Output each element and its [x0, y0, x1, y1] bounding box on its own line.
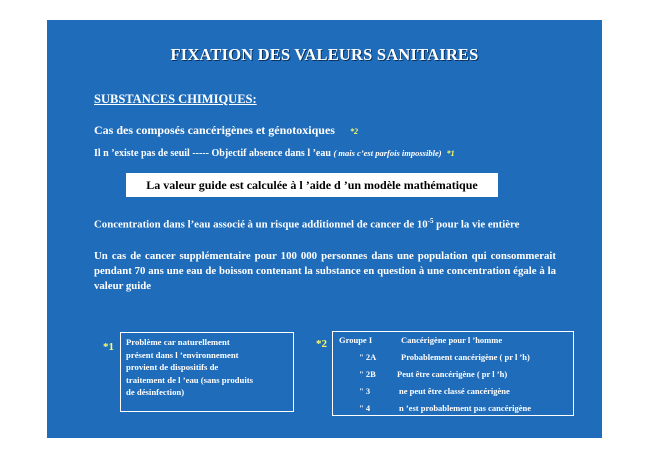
threshold-text: Il n ’existe pas de seuil ----- Objectif absence dans l ’eau: [94, 148, 331, 159]
slide-title: FIXATION DES VALEURS SANITAIRES: [170, 45, 479, 64]
concentration-text: Concentration dans l’eau associé à un risque additionnel de cancer de 10: [94, 218, 428, 231]
group-label: Groupe I: [339, 335, 373, 345]
model-box: La valeur guide est calculée à l ’aide d ’un modèle mathématique: [126, 173, 498, 197]
carcinogen-case-text: Cas des composés cancérigènes et génotoxiques: [94, 123, 335, 137]
note1-line: de désinfection): [126, 387, 185, 398]
group-label: " 4: [359, 403, 371, 413]
group-desc: Probablement cancérigène ( pr l ’h): [401, 352, 530, 362]
note1-line: Problème car naturellement: [126, 337, 230, 347]
group-label: " 2A: [359, 352, 377, 362]
slide: [47, 20, 602, 438]
cancer-case-paragraph: Un cas de cancer supplémentaire pour 100 000 personnes dans une population qui consommerait pendant 70 ans une eau de boisson contenant la substance en question à une concentration égale à la valeur guide: [94, 250, 556, 292]
group-desc: Cancérigène pour l ’homme: [401, 335, 503, 345]
note1-line: provient de dispositifs de: [126, 362, 219, 373]
note1-line: présent dans l ’environnement: [126, 349, 239, 360]
concentration-text-end: pour la vie entière: [433, 218, 520, 231]
note1-marker: *1: [103, 341, 114, 353]
group-desc: ne peut être classé cancérigène: [399, 386, 510, 396]
threshold-line: [94, 148, 455, 159]
footnote-ref-2: *2: [349, 127, 358, 136]
threshold-note: ( mais c’est parfois impossible): [333, 148, 442, 158]
iarc-groups-box: [332, 331, 574, 416]
carcinogen-case-line: [94, 123, 358, 138]
footnote-ref-1: *1: [446, 149, 455, 158]
section-heading: SUBSTANCES CHIMIQUES:: [94, 92, 257, 106]
group-label: " 3: [359, 386, 371, 396]
group-desc: Peut être cancérigène ( pr l ’h): [397, 369, 508, 379]
note1-box: [120, 332, 294, 412]
concentration-line: [94, 217, 519, 231]
risk-exponent: -5: [427, 217, 434, 225]
group-desc: n ’est probablement pas cancérigène: [399, 403, 532, 413]
note2-marker: *2: [316, 338, 327, 350]
group-label: " 2B: [359, 369, 376, 379]
note1-line: traitement de l ’eau (sans produits: [126, 374, 254, 385]
